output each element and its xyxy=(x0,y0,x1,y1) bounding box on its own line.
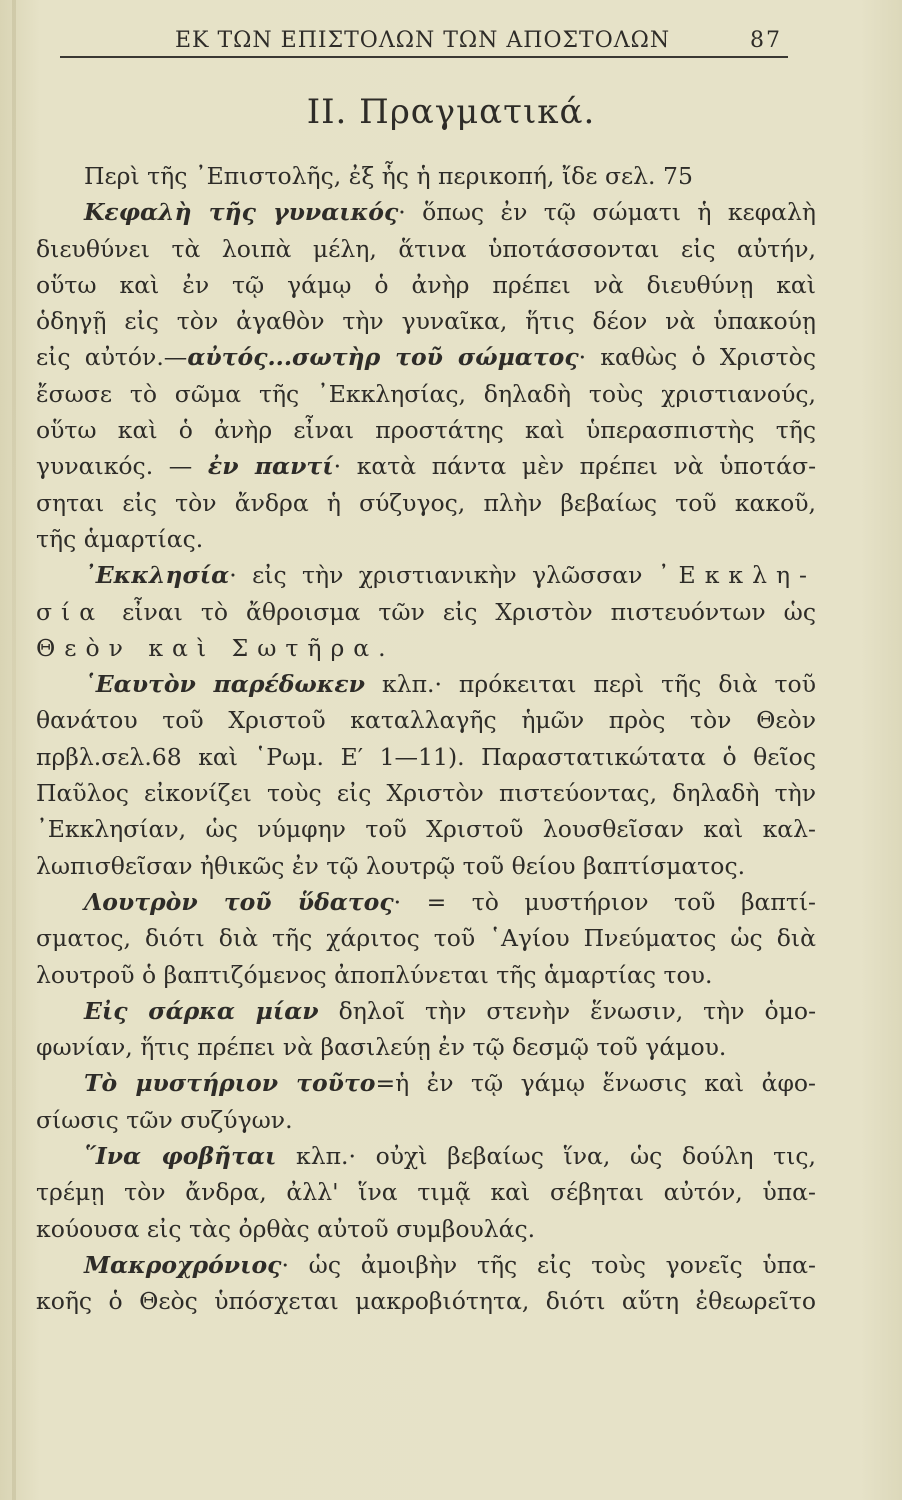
text-run: · κατὰ πάντα μὲν πρέπει νὰ ὑποτάσ- xyxy=(333,452,817,481)
text-line xyxy=(36,158,816,194)
text-line xyxy=(36,594,816,630)
text-line xyxy=(36,1029,816,1065)
text-line xyxy=(36,739,816,775)
text-run: κούουσα εἰς τὰς ὀρθὰς αὐτοῦ συμβουλάς. xyxy=(36,1214,536,1243)
text-run: κοῆς ὁ Θεὸς ὑπόσχεται μακροβιότητα, διότι αὕτη ἐθεωρεῖτο xyxy=(36,1287,816,1316)
text-line xyxy=(36,303,816,339)
emphasized-term: Κεφαλὴ τῆς γυναικός xyxy=(84,198,399,227)
text-line xyxy=(36,630,816,666)
text-line xyxy=(36,1211,816,1247)
text-line xyxy=(36,339,816,375)
text-line xyxy=(36,194,816,230)
text-line xyxy=(36,1174,816,1210)
text-run: · εἰς τὴν χριστιανικὴν γλῶσσαν xyxy=(229,561,658,590)
section-title: ΙΙ. Πραγματικά. xyxy=(306,92,596,132)
emphasized-term: ῞Ινα φοβῆται xyxy=(84,1142,277,1171)
text-line xyxy=(36,376,816,412)
page-number: 87 xyxy=(750,28,782,53)
text-line xyxy=(36,848,816,884)
text-run: λουτροῦ ὁ βαπτιζόμενος ἀποπλύνεται τῆς ἁμαρτίας του. xyxy=(36,960,713,989)
text-run: φωνίαν, ἥτις πρέπει νὰ βασιλεύῃ ἐν τῷ δεσμῷ τοῦ γάμου. xyxy=(36,1033,727,1062)
page-gutter xyxy=(12,0,16,1500)
text-run: σίωσις τῶν συζύγων. xyxy=(36,1105,293,1134)
text-line xyxy=(36,231,816,267)
text-line xyxy=(36,1283,816,1319)
text-run: ἔσωσε τὸ σῶμα τῆς ᾽Εκκλησίας, δηλαδὴ τοὺς χριστιανούς, xyxy=(36,379,816,408)
text-line xyxy=(36,412,816,448)
text-run: πρβλ.σελ.68 καὶ ῾Ρωμ. Ε′ 1—11). Παραστατικώτατα ὁ θεῖος xyxy=(36,742,816,771)
text-run: δηλοῖ τὴν στενὴν ἕνωσιν, τὴν ὁμο- xyxy=(318,996,817,1025)
text-run: θανάτου τοῦ Χριστοῦ καταλλαγῆς ἡμῶν πρὸς τὸν Θεὸν xyxy=(36,706,816,735)
text-run: Περὶ τῆς ᾽Επιστολῆς, ἐξ ἧς ἡ περικοπή, ἴδε σελ. 75 xyxy=(84,162,693,190)
text-line xyxy=(36,1065,816,1101)
body-text xyxy=(36,158,816,1320)
text-run: σηται εἰς τὸν ἄνδρα ἡ σύζυγος, πλὴν βεβαίως τοῦ κακοῦ, xyxy=(36,488,816,517)
text-run: σία xyxy=(36,597,105,626)
text-run: σματος, διότι διὰ τῆς χάριτος τοῦ ῾Αγίου Πνεύματος ὡς διὰ xyxy=(36,924,816,953)
text-line xyxy=(36,993,816,1029)
text-line xyxy=(36,884,816,920)
emphasized-term: ῾Εαυτὸν παρέδωκεν xyxy=(84,670,365,699)
emphasized-term: Τὸ μυστήριον τοῦτο xyxy=(84,1069,376,1098)
text-run: εἰς αὐτόν.— xyxy=(36,343,188,372)
text-run: · ὡς ἀμοιβὴν τῆς εἰς τοὺς γονεῖς ὑπα- xyxy=(281,1250,816,1279)
text-line xyxy=(36,920,816,956)
emphasized-term: αὐτός...σωτὴρ τοῦ σώματος xyxy=(187,343,579,372)
text-run: οὕτω καὶ ὁ ἀνὴρ εἶναι προστάτης καὶ ὑπερασπιστὴς τῆς xyxy=(36,416,816,445)
text-line xyxy=(36,811,816,847)
text-run: τῆς ἁμαρτίας. xyxy=(36,524,204,553)
text-line xyxy=(36,557,816,593)
emphasized-term: Λουτρὸν τοῦ ὕδατος xyxy=(84,887,394,916)
text-line xyxy=(36,957,816,993)
text-run: λωπισθεῖσαν ἠθικῶς ἐν τῷ λουτρῷ τοῦ θείου βαπτίσματος. xyxy=(36,851,746,880)
text-line xyxy=(36,521,816,557)
text-line xyxy=(36,702,816,738)
text-run: ᾽Εκκλη- xyxy=(657,561,816,590)
text-line xyxy=(36,448,816,484)
emphasized-term: Εἰς σάρκα μίαν xyxy=(84,996,319,1025)
text-line xyxy=(36,666,816,702)
text-run: =ἡ ἐν τῷ γάμῳ ἕνωσις καὶ ἀφο- xyxy=(375,1069,816,1098)
text-run: τρέμῃ τὸν ἄνδρα, ἀλλ' ἵνα τιμᾷ καὶ σέβηται αὐτόν, ὑπα- xyxy=(36,1178,816,1207)
text-run: ὁδηγῇ εἰς τὸν ἀγαθὸν τὴν γυναῖκα, ἥτις δέον νὰ ὑπακούῃ xyxy=(36,307,816,336)
running-head xyxy=(60,20,788,58)
text-run: · = τὸ μυστήριον τοῦ βαπτί- xyxy=(393,887,816,916)
emphasized-term: ἐν παντί xyxy=(207,452,334,481)
text-run: ᾽Εκκλησίαν, ὡς νύμφην τοῦ Χριστοῦ λουσθεῖσαν καὶ καλ- xyxy=(36,815,816,844)
text-run: κλπ.· πρόκειται περὶ τῆς διὰ τοῦ xyxy=(365,670,816,699)
text-run: · καθὼς ὁ Χριστὸς xyxy=(578,343,816,372)
text-line xyxy=(36,267,816,303)
running-head-title: ΕΚ ΤΩΝ ΕΠΙΣΤΟΛΩΝ ΤΩΝ ΑΠΟΣΤΟΛΩΝ xyxy=(175,28,671,53)
emphasized-term: ᾽Εκκλησία xyxy=(84,561,230,590)
text-line xyxy=(36,1102,816,1138)
text-line xyxy=(36,1247,816,1283)
text-run: διευθύνει τὰ λοιπὰ μέλη, ἅτινα ὑποτάσσονται εἰς αὐτήν, xyxy=(36,234,816,263)
text-run: γυναικός. — xyxy=(36,452,208,481)
text-run: · ὅπως ἐν τῷ σώματι ἡ κεφαλὴ xyxy=(398,198,816,227)
text-line xyxy=(36,1138,816,1174)
text-line xyxy=(36,775,816,811)
text-run: οὕτω καὶ ἐν τῷ γάμῳ ὁ ἀνὴρ πρέπει νὰ διευθύνῃ καὶ xyxy=(36,270,816,299)
text-line xyxy=(36,485,816,521)
text-run: Παῦλος εἰκονίζει τοὺς εἰς Χριστὸν πιστεύοντας, δηλαδὴ τὴν xyxy=(36,779,816,808)
emphasized-term: Μακροχρόνιος xyxy=(84,1250,282,1279)
text-run: κλπ.· οὐχὶ βεβαίως ἵνα, ὡς δούλη τις, xyxy=(276,1142,816,1171)
text-run: εἶναι τὸ ἄθροισμα τῶν εἰς Χριστὸν πιστευόντων ὡς xyxy=(104,597,816,626)
text-run: Θεὸν καὶ Σωτῆρα. xyxy=(36,633,395,662)
